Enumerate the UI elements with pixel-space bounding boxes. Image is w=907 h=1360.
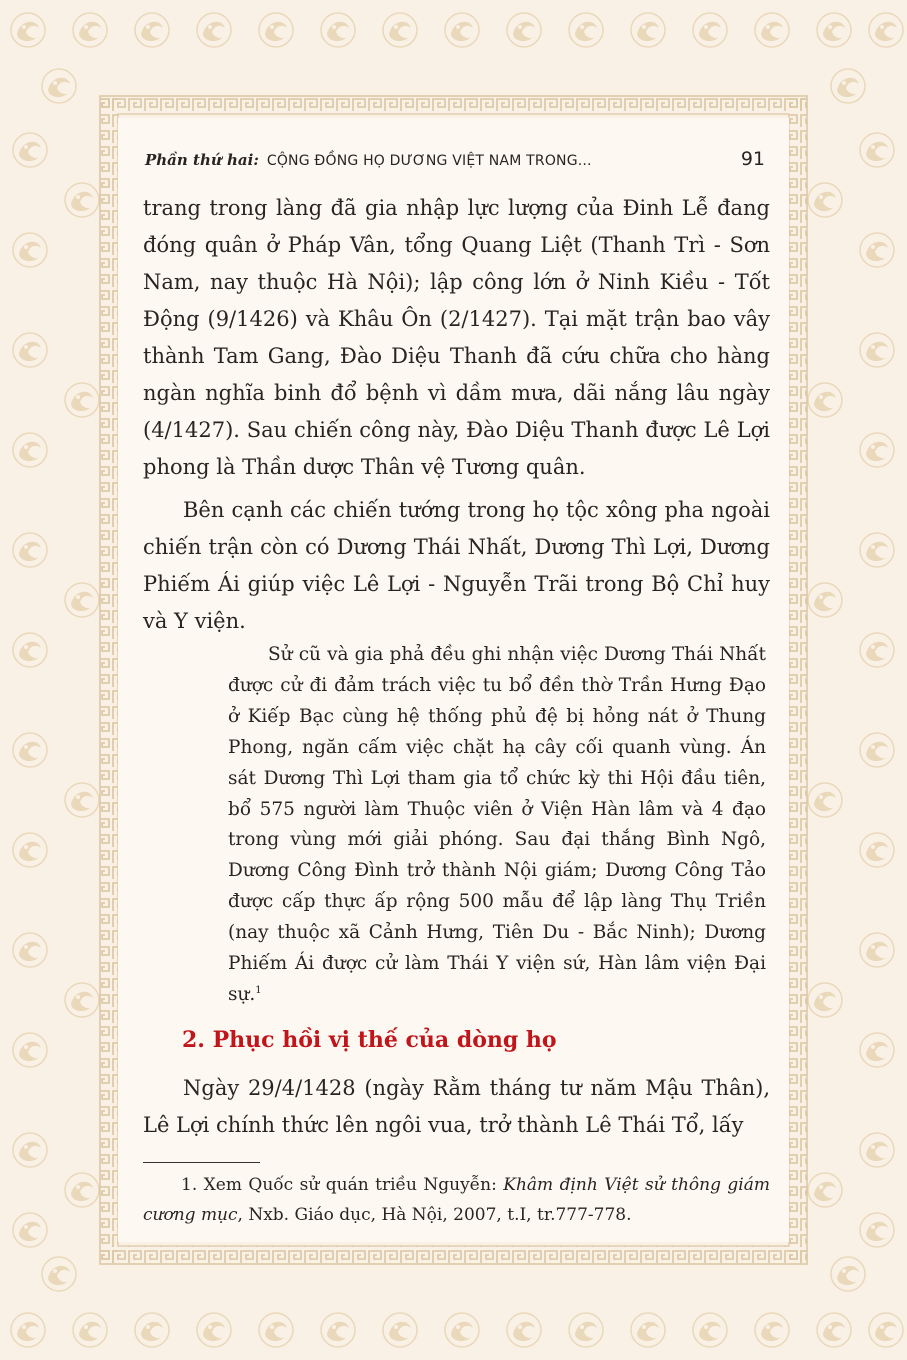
section-heading: 2. Phục hồi vị thế của dòng họ bbox=[182, 1027, 557, 1053]
paragraph: trang trong làng đã gia nhập lực lượng của Đinh Lễ đang đóng quân ở Pháp Vân, tổng Quang Liệt (Thanh Trì - Sơn Nam, nay thuộc Hà Nội); lập công lớn ở Ninh Kiều - Tốt Động (9/1426) và Khâu Ôn (2/1427). Tại mặt trận bao vây thành Tam Gang, Đào Diệu Thanh đã cứu chữa cho hàng ngàn nghĩa binh đổ bệnh vì dầm mưa, dãi nắng lâu ngày (4/1427). Sau chiến công này, Đào Diệu Thanh được Lê Lợi phong là Thần dược Thân vệ Tương quân. bbox=[143, 196, 770, 479]
footnote bbox=[143, 1170, 770, 1230]
running-head bbox=[145, 148, 765, 174]
block-quote-text: Sử cũ và gia phả đều ghi nhận việc Dương Thái Nhất được cử đi đảm trách việc tu bổ đền thờ Trần Hưng Đạo ở Kiếp Bạc cùng hệ thống phủ đệ bị hỏng nát ở Thung Phong, ngăn cấm việc chặt hạ cây cối quanh vùng. Án sát Dương Thì Lợi tham gia tổ chức kỳ thi Hội đầu tiên, bổ 575 người làm Thuộc viên ở Viện Hàn lâm và 4 đạo trong vùng mới giải phóng. Sau đại thắng Bình Ngô, Dương Công Đình trở thành Nội giám; Dương Công Tảo được cấp thực ấp rộng 500 mẫu để lập làng Thụ Triền (nay thuộc xã Cảnh Hưng, Tiên Du - Bắc Ninh); Dương Phiếm Ái được cử làm Thái Y viện sứ, Hàn lâm viện Đại sự. bbox=[228, 644, 766, 1005]
footnote-reference[interactable]: 1 bbox=[255, 984, 262, 996]
body-text bbox=[143, 190, 770, 640]
paragraph: Bên cạnh các chiến tướng trong họ tộc xông pha ngoài chiến trận còn có Dương Thái Nhất, Dương Thì Lợi, Dương Phiếm Ái giúp việc Lê Lợi - Nguyễn Trãi trong Bộ Chỉ huy và Y viện. bbox=[143, 498, 770, 633]
footnote-divider bbox=[143, 1162, 260, 1163]
footnote-suffix: , Nxb. Giáo dục, Hà Nội, 2007, t.I, tr.777-778. bbox=[237, 1205, 632, 1225]
running-head-part: Phần thứ hai: bbox=[145, 151, 259, 169]
footnote-citation-title: Khâm định Việt sử thông giám cương mục bbox=[143, 1175, 770, 1225]
footnote-prefix: 1. Xem Quốc sử quán triều Nguyễn: bbox=[181, 1175, 504, 1195]
body-text bbox=[143, 1070, 770, 1144]
paragraph: Ngày 29/4/1428 (ngày Rằm tháng tư năm Mậu Thân), Lê Lợi chính thức lên ngôi vua, trở thành Lê Thái Tổ, lấy bbox=[143, 1076, 770, 1137]
page-number: 91 bbox=[740, 148, 765, 170]
block-quote bbox=[228, 640, 766, 1011]
running-head-title: CỘNG ĐỒNG HỌ DƯƠNG VIỆT NAM TRONG... bbox=[266, 153, 592, 169]
